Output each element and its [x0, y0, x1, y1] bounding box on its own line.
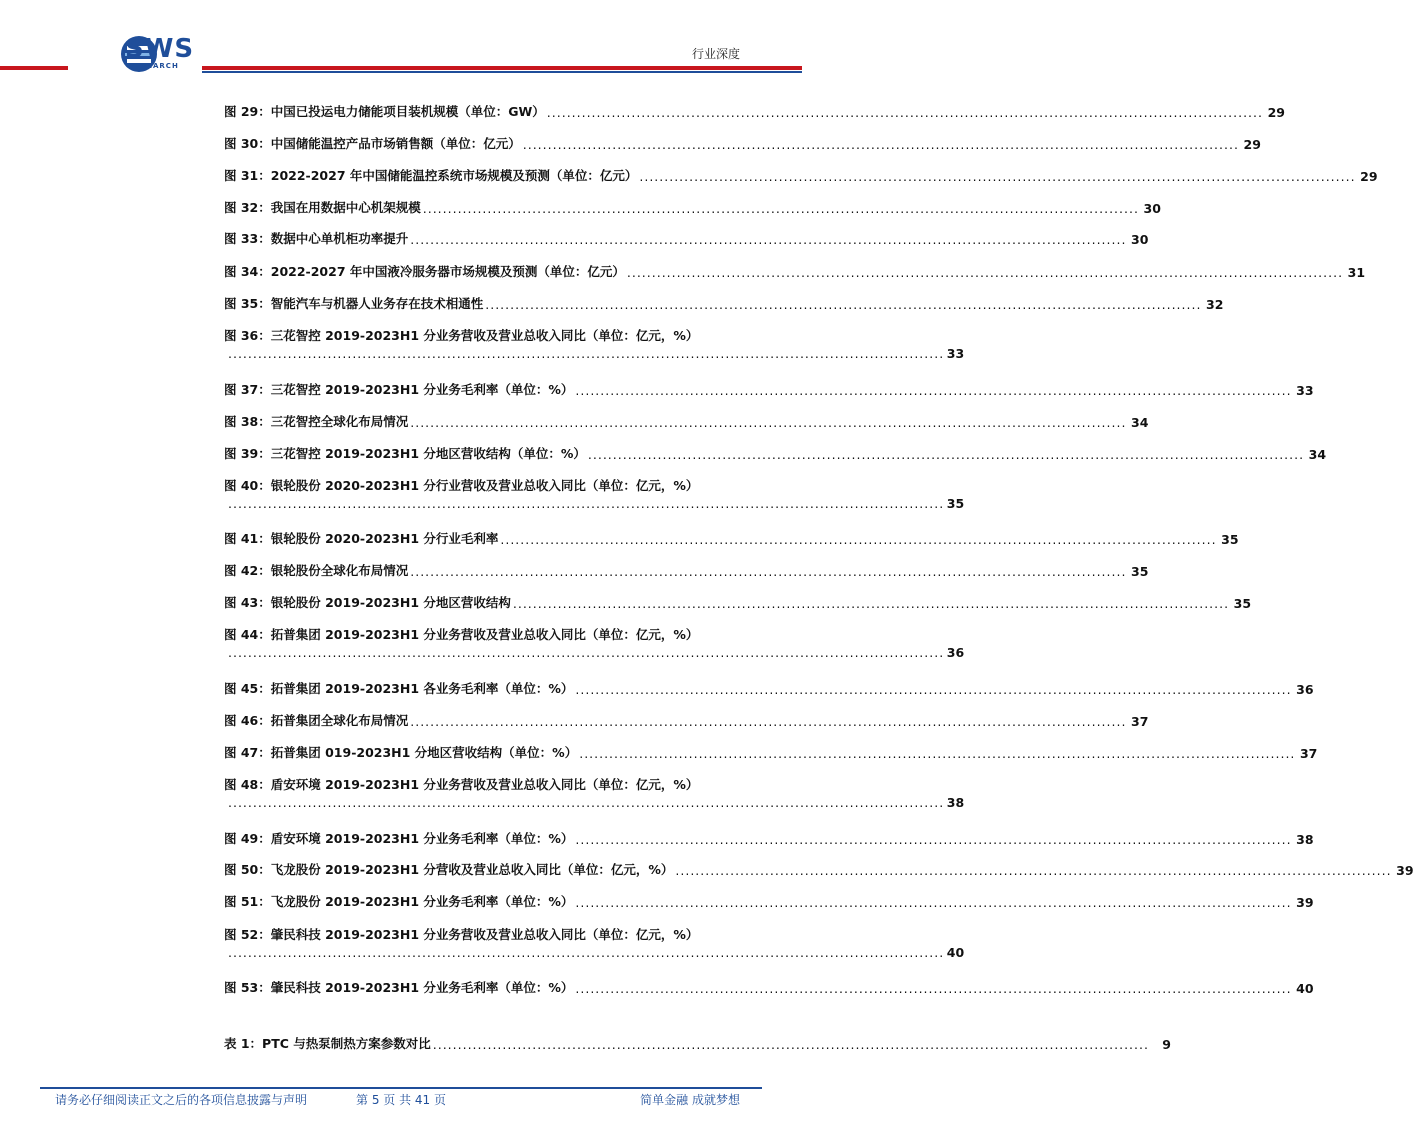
toc-entry[interactable]: 图 51：飞龙股份 2019-2023H1 分业务毛利率（单位：%） ................................................................................................................................................ 39 [224, 894, 1314, 910]
toc-entry[interactable]: 图 49：盾安环境 2019-2023H1 分业务毛利率（单位：%） ................................................................................................................................................ 38 [224, 831, 1314, 847]
footer-rule [40, 1087, 762, 1089]
toc-entry[interactable]: 图 37：三花智控 2019-2023H1 分业务毛利率（单位：%） ................................................................................................................................................ 33 [224, 382, 1314, 398]
toc-entry[interactable]: 图 42：银轮股份全球化布局情况 ................................................................................................................................................ 35 [224, 563, 1149, 579]
footer-disclaimer: 请务必仔细阅读正文之后的各项信息披露与声明 [55, 1093, 308, 1107]
toc-entry[interactable]: 图 31：2022-2027 年中国储能温控系统市场规模及预测（单位：亿元） ................................................................................................................................................ 29 [224, 168, 1378, 184]
toc-entry[interactable]: 图 43：银轮股份 2019-2023H1 分地区营收结构 ................................................................................................................................................ 35 [224, 595, 1252, 611]
brand-name: SWS [125, 34, 195, 64]
toc-entry[interactable]: 图 53：肇民科技 2019-2023H1 分业务毛利率（单位：%） ................................................................................................................................................ 40 [224, 980, 1314, 996]
toc-entry[interactable]: 图 45：拓普集团 2019-2023H1 各业务毛利率（单位：%） ................................................................................................................................................ 36 [224, 681, 1314, 697]
footer-page-number: 第 5 页 共 41 页 [356, 1093, 446, 1107]
toc-entry[interactable]: 图 38：三花智控全球化布局情况 ................................................................................................................................................ 34 [224, 414, 1149, 430]
toc-entry[interactable]: 图 35：智能汽车与机器人业务存在技术相通性 ................................................................................................................................................ 32 [224, 296, 1224, 312]
toc-entry[interactable]: 图 34：2022-2027 年中国液冷服务器市场规模及预测（单位：亿元） ................................................................................................................................................ 31 [224, 264, 1366, 280]
toc-entry[interactable]: 图 40：银轮股份 2020-2023H1 分行业营收及营业总收入同比（单位：亿元，%） ................................................................................................................................................ 35 [224, 478, 965, 511]
toc-entry[interactable]: 图 48：盾安环境 2019-2023H1 分业务营收及营业总收入同比（单位：亿元，%） ................................................................................................................................................ 38 [224, 777, 965, 810]
header-rule-left [0, 66, 68, 70]
header-rule-blue [202, 71, 802, 73]
toc-entry[interactable]: 图 39：三花智控 2019-2023H1 分地区营收结构（单位：%） ................................................................................................................................................ 34 [224, 446, 1327, 462]
toc-entry[interactable]: 图 47：拓普集团 019-2023H1 分地区营收结构（单位：%） ................................................................................................................................................ 37 [224, 745, 1318, 761]
toc-entry[interactable]: 图 32：我国在用数据中心机架规模 ................................................................................................................................................ 30 [224, 200, 1161, 216]
toc-entry-table[interactable]: 表 1：PTC 与热泵制热方案参数对比 ................................................................................................................................................ 9 [224, 1036, 1171, 1052]
toc-entry[interactable]: 图 33：数据中心单机柜功率提升 ................................................................................................................................................ 30 [224, 231, 1149, 247]
toc-entry[interactable]: 图 41：银轮股份 2020-2023H1 分行业毛利率 ................................................................................................................................................ 35 [224, 531, 1239, 547]
toc-entry[interactable]: 图 44：拓普集团 2019-2023H1 分业务营收及营业总收入同比（单位：亿元，%） ................................................................................................................................................ 36 [224, 627, 965, 660]
toc-entry[interactable]: 图 52：肇民科技 2019-2023H1 分业务营收及营业总收入同比（单位：亿元，%） ................................................................................................................................................ 40 [224, 927, 965, 960]
brand-subtitle: RESEARCH [129, 62, 179, 70]
toc-entry[interactable]: 图 30：中国储能温控产品市场销售额（单位：亿元） ................................................................................................................................................ 29 [224, 136, 1261, 152]
toc-entry[interactable]: 图 36：三花智控 2019-2023H1 分业务营收及营业总收入同比（单位：亿元，%） ................................................................................................................................................ 33 [224, 328, 965, 361]
header-rule-right [202, 66, 802, 70]
footer-slogan: 简单金融 成就梦想 [640, 1093, 740, 1107]
toc-entry[interactable]: 图 29：中国已投运电力储能项目装机规模（单位：GW） ................................................................................................................................................ 29 [224, 104, 1285, 120]
toc-entry[interactable]: 图 50：飞龙股份 2019-2023H1 分营收及营业总收入同比（单位：亿元，%） ................................................................................................................................................ 39 [224, 862, 1414, 878]
toc-entry[interactable]: 图 46：拓普集团全球化布局情况 ................................................................................................................................................ 37 [224, 713, 1149, 729]
section-label: 行业深度 [691, 47, 740, 61]
page-header [0, 0, 802, 80]
